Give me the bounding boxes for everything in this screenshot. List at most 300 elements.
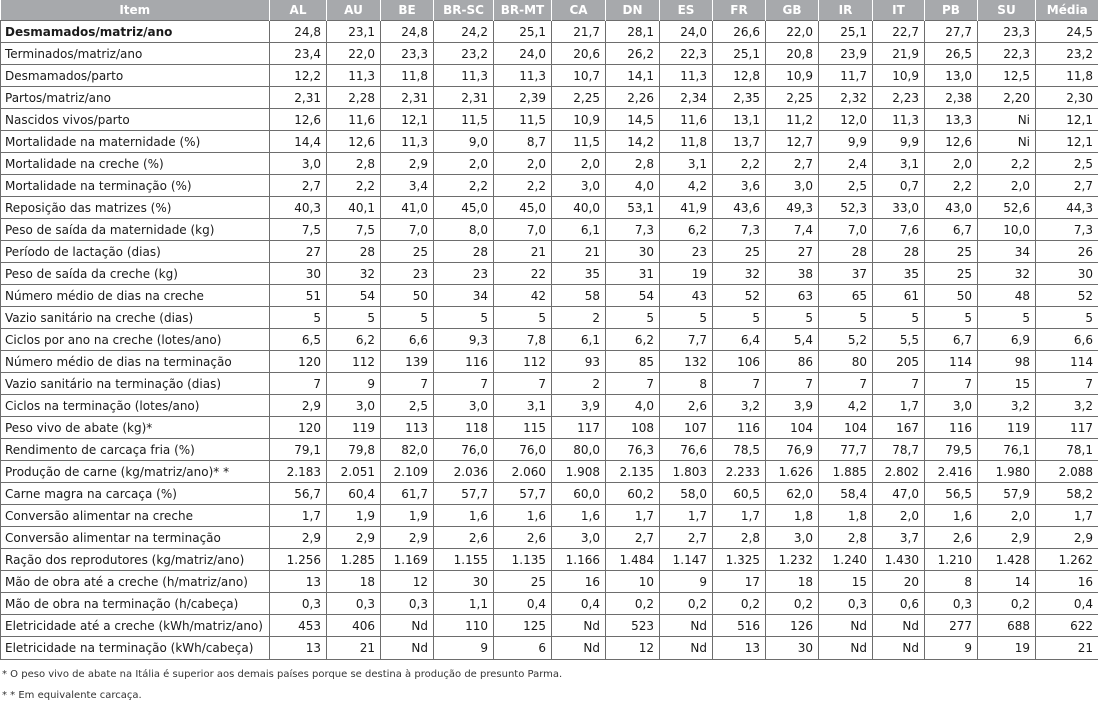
table-cell: 24,8: [270, 21, 327, 43]
table-cell: 125: [494, 615, 552, 637]
table-cell: 11,5: [434, 109, 494, 131]
table-cell: 76,9: [766, 439, 819, 461]
table-cell: 1,6: [434, 505, 494, 527]
table-cell: 79,5: [925, 439, 978, 461]
table-cell: 2,7: [660, 527, 713, 549]
table-cell: 30: [766, 637, 819, 660]
table-cell: 4,0: [606, 175, 660, 197]
table-cell: 2,30: [1036, 87, 1098, 109]
row-label: Produção de carne (kg/matriz/ano)* *: [1, 461, 270, 483]
table-cell: 5: [494, 307, 552, 329]
table-cell: 1,7: [660, 505, 713, 527]
table-cell: 3,9: [766, 395, 819, 417]
table-cell: 9,3: [434, 329, 494, 351]
table-cell: 0,2: [713, 593, 766, 615]
table-cell: 2,4: [819, 153, 873, 175]
row-label: Desmamados/parto: [1, 65, 270, 87]
table-cell: 79,8: [327, 439, 381, 461]
table-cell: Nd: [660, 615, 713, 637]
table-cell: 5,5: [873, 329, 925, 351]
table-cell: 28: [819, 241, 873, 263]
table-cell: 8,0: [434, 219, 494, 241]
table-cell: 76,3: [606, 439, 660, 461]
footnote-2: * * Em equivalente carcaça.: [2, 689, 1098, 702]
table-cell: 2,6: [434, 527, 494, 549]
table-cell: 50: [925, 285, 978, 307]
table-cell: Ni: [978, 109, 1036, 131]
table-cell: Nd: [381, 637, 434, 660]
table-cell: 1.166: [552, 549, 606, 571]
table-cell: 1.980: [978, 461, 1036, 483]
column-header: BR-SC: [434, 0, 494, 21]
table-row: [1, 131, 1098, 153]
table-cell: 20,8: [766, 43, 819, 65]
table-cell: 2,31: [434, 87, 494, 109]
table-cell: 7: [713, 373, 766, 395]
row-label: Ração dos reprodutores (kg/matriz/ano): [1, 549, 270, 571]
table-cell: 13,7: [713, 131, 766, 153]
table-cell: 23: [660, 241, 713, 263]
table-cell: 43: [660, 285, 713, 307]
row-label: Desmamados/matriz/ano: [1, 21, 270, 43]
row-label: Mão de obra na terminação (h/cabeça): [1, 593, 270, 615]
table-row: [1, 417, 1098, 439]
table-cell: 2: [552, 373, 606, 395]
row-label: Ciclos por ano na creche (lotes/ano): [1, 329, 270, 351]
table-cell: 51: [270, 285, 327, 307]
table-cell: Nd: [660, 637, 713, 660]
column-header: CA: [552, 0, 606, 21]
table-cell: 93: [552, 351, 606, 373]
table-cell: 7,3: [606, 219, 660, 241]
table-cell: 6,2: [660, 219, 713, 241]
table-cell: 12,6: [327, 131, 381, 153]
table-row: [1, 593, 1098, 615]
table-cell: 11,6: [327, 109, 381, 131]
table-cell: 40,1: [327, 197, 381, 219]
table-cell: 6,6: [1036, 329, 1098, 351]
table-cell: 2,8: [713, 527, 766, 549]
table-cell: 21: [327, 637, 381, 660]
table-cell: 21,9: [873, 43, 925, 65]
table-cell: 22,3: [978, 43, 1036, 65]
row-label: Vazio sanitário na creche (dias): [1, 307, 270, 329]
table-row: [1, 43, 1098, 65]
table-cell: 2.060: [494, 461, 552, 483]
table-cell: 56,5: [925, 483, 978, 505]
table-cell: 1,6: [494, 505, 552, 527]
table-cell: 523: [606, 615, 660, 637]
table-cell: 41,0: [381, 197, 434, 219]
table-row: [1, 527, 1098, 549]
table-cell: 120: [270, 417, 327, 439]
table-cell: 0,3: [381, 593, 434, 615]
table-cell: 11,5: [552, 131, 606, 153]
column-header: PB: [925, 0, 978, 21]
table-cell: 22: [494, 263, 552, 285]
table-cell: 0,3: [270, 593, 327, 615]
table-cell: 167: [873, 417, 925, 439]
table-cell: Nd: [552, 615, 606, 637]
table-cell: 1,6: [552, 505, 606, 527]
table-cell: 2.416: [925, 461, 978, 483]
table-cell: 12,5: [978, 65, 1036, 87]
table-cell: 35: [552, 263, 606, 285]
table-cell: 16: [1036, 571, 1098, 593]
table-cell: 32: [713, 263, 766, 285]
table-cell: Nd: [381, 615, 434, 637]
table-cell: 2,0: [494, 153, 552, 175]
row-label: Conversão alimentar na creche: [1, 505, 270, 527]
table-cell: 112: [327, 351, 381, 373]
table-cell: 38: [766, 263, 819, 285]
table-cell: 14: [978, 571, 1036, 593]
table-cell: 24,0: [494, 43, 552, 65]
table-cell: 6,2: [327, 329, 381, 351]
table-cell: 2,0: [925, 153, 978, 175]
table-cell: 10: [606, 571, 660, 593]
table-cell: 2,28: [327, 87, 381, 109]
table-cell: 0,2: [660, 593, 713, 615]
table-cell: 126: [766, 615, 819, 637]
table-cell: 3,1: [873, 153, 925, 175]
table-cell: 21: [552, 241, 606, 263]
table-cell: 11,3: [660, 65, 713, 87]
table-cell: 114: [1036, 351, 1098, 373]
table-cell: 0,3: [925, 593, 978, 615]
table-cell: 139: [381, 351, 434, 373]
table-cell: 42: [494, 285, 552, 307]
table-cell: 0,7: [873, 175, 925, 197]
table-cell: 14,2: [606, 131, 660, 153]
table-cell: 53,1: [606, 197, 660, 219]
table-cell: 32: [327, 263, 381, 285]
table-cell: 23,2: [1036, 43, 1098, 65]
table-cell: 4,2: [819, 395, 873, 417]
table-cell: 9: [434, 637, 494, 660]
table-cell: 1,8: [819, 505, 873, 527]
column-header: BE: [381, 0, 434, 21]
table-cell: 22,0: [766, 21, 819, 43]
table-cell: 25: [925, 263, 978, 285]
table-cell: 22,3: [660, 43, 713, 65]
table-cell: 1,7: [606, 505, 660, 527]
table-cell: 2.183: [270, 461, 327, 483]
table-cell: 7: [381, 373, 434, 395]
table-cell: 2,26: [606, 87, 660, 109]
table-cell: 2.802: [873, 461, 925, 483]
table-cell: 2,8: [606, 153, 660, 175]
table-cell: 58,0: [660, 483, 713, 505]
table-cell: 2,32: [819, 87, 873, 109]
table-cell: 2,9: [270, 527, 327, 549]
table-cell: 26,6: [713, 21, 766, 43]
table-cell: 7,3: [1036, 219, 1098, 241]
table-cell: 117: [552, 417, 606, 439]
table-row: [1, 505, 1098, 527]
table-cell: 52,3: [819, 197, 873, 219]
table-cell: 22,0: [327, 43, 381, 65]
table-cell: 1.325: [713, 549, 766, 571]
row-label: Eletricidade até a creche (kWh/matriz/ano): [1, 615, 270, 637]
table-cell: 2,2: [434, 175, 494, 197]
table-cell: 12,6: [270, 109, 327, 131]
table-cell: 2,7: [606, 527, 660, 549]
table-cell: 1,9: [327, 505, 381, 527]
table-cell: 12,1: [1036, 131, 1098, 153]
table-cell: 47,0: [873, 483, 925, 505]
table-cell: 5: [766, 307, 819, 329]
table-cell: 35: [873, 263, 925, 285]
table-cell: 104: [766, 417, 819, 439]
table-cell: 2,39: [494, 87, 552, 109]
table-cell: 7: [925, 373, 978, 395]
table-cell: 5: [819, 307, 873, 329]
table-cell: 25,1: [819, 21, 873, 43]
table-cell: 116: [713, 417, 766, 439]
table-cell: 9,9: [873, 131, 925, 153]
row-label: Mão de obra até a creche (h/matriz/ano): [1, 571, 270, 593]
table-cell: 1,8: [766, 505, 819, 527]
table-cell: 25: [381, 241, 434, 263]
table-cell: 27,7: [925, 21, 978, 43]
table-cell: 9: [327, 373, 381, 395]
table-cell: 3,0: [434, 395, 494, 417]
table-cell: 12: [381, 571, 434, 593]
column-header: AL: [270, 0, 327, 21]
table-cell: 12,1: [381, 109, 434, 131]
table-cell: 2,9: [381, 527, 434, 549]
table-cell: 7,3: [713, 219, 766, 241]
table-cell: 406: [327, 615, 381, 637]
table-cell: 7: [766, 373, 819, 395]
table-cell: 6,7: [925, 219, 978, 241]
table-cell: 11,8: [381, 65, 434, 87]
table-cell: 3,0: [925, 395, 978, 417]
table-cell: 9: [660, 571, 713, 593]
table-cell: 21: [494, 241, 552, 263]
table-cell: 1,9: [381, 505, 434, 527]
table-cell: 9,9: [819, 131, 873, 153]
table-cell: 25,1: [713, 43, 766, 65]
table-cell: 3,0: [327, 395, 381, 417]
table-cell: 3,1: [494, 395, 552, 417]
table-cell: 13: [713, 637, 766, 660]
table-cell: 2,0: [434, 153, 494, 175]
row-label: Número médio de dias na terminação: [1, 351, 270, 373]
table-cell: 13,0: [925, 65, 978, 87]
table-cell: 11,3: [494, 65, 552, 87]
table-cell: 3,9: [552, 395, 606, 417]
table-cell: 6: [494, 637, 552, 660]
row-label: Peso de saída da maternidade (kg): [1, 219, 270, 241]
table-cell: 13: [270, 571, 327, 593]
table-cell: 6,7: [925, 329, 978, 351]
table-cell: 14,5: [606, 109, 660, 131]
table-cell: 62,0: [766, 483, 819, 505]
table-cell: 2,0: [552, 153, 606, 175]
table-row: [1, 21, 1098, 43]
table-cell: 0,2: [978, 593, 1036, 615]
table-header: [1, 0, 1098, 21]
table-cell: 1.169: [381, 549, 434, 571]
table-cell: 28: [873, 241, 925, 263]
table-cell: 11,3: [381, 131, 434, 153]
table-cell: 23,9: [819, 43, 873, 65]
table-cell: 23,1: [327, 21, 381, 43]
table-cell: 27: [270, 241, 327, 263]
table-cell: 0,2: [606, 593, 660, 615]
table-cell: 30: [1036, 263, 1098, 285]
table-cell: 8: [660, 373, 713, 395]
table-cell: 52: [713, 285, 766, 307]
table-cell: 1.428: [978, 549, 1036, 571]
table-cell: 45,0: [494, 197, 552, 219]
table-cell: 8,7: [494, 131, 552, 153]
table-cell: 1.256: [270, 549, 327, 571]
table-cell: 6,9: [978, 329, 1036, 351]
table-cell: 60,4: [327, 483, 381, 505]
table-cell: 112: [494, 351, 552, 373]
table-cell: 2,9: [270, 395, 327, 417]
table-cell: 1,6: [925, 505, 978, 527]
table-cell: 78,7: [873, 439, 925, 461]
row-label: Mortalidade na creche (%): [1, 153, 270, 175]
table-cell: 0,4: [494, 593, 552, 615]
column-header: Média: [1036, 0, 1098, 21]
table-cell: 10,7: [552, 65, 606, 87]
table-cell: 23,4: [270, 43, 327, 65]
column-header: DN: [606, 0, 660, 21]
table-row: [1, 175, 1098, 197]
table-cell: 26,2: [606, 43, 660, 65]
table-cell: 3,7: [873, 527, 925, 549]
table-cell: 48: [978, 285, 1036, 307]
table-cell: 3,4: [381, 175, 434, 197]
row-label: Mortalidade na maternidade (%): [1, 131, 270, 153]
table-cell: 54: [327, 285, 381, 307]
table-cell: 26,5: [925, 43, 978, 65]
table-cell: 16: [552, 571, 606, 593]
table-cell: 2.036: [434, 461, 494, 483]
table-row: [1, 461, 1098, 483]
table-cell: 6,2: [606, 329, 660, 351]
table-cell: 30: [434, 571, 494, 593]
column-header: IR: [819, 0, 873, 21]
table-cell: 2,0: [873, 505, 925, 527]
table-cell: 5: [434, 307, 494, 329]
table-cell: 5: [660, 307, 713, 329]
table-cell: 1.210: [925, 549, 978, 571]
table-cell: 86: [766, 351, 819, 373]
table-cell: 6,1: [552, 219, 606, 241]
table-cell: 57,7: [494, 483, 552, 505]
table-cell: 24,0: [660, 21, 713, 43]
table-cell: 25: [925, 241, 978, 263]
table-cell: 5: [1036, 307, 1098, 329]
table-row: [1, 483, 1098, 505]
table-cell: 25,1: [494, 21, 552, 43]
table-cell: 80: [819, 351, 873, 373]
table-cell: 80,0: [552, 439, 606, 461]
table-cell: 2,6: [494, 527, 552, 549]
table-cell: 49,3: [766, 197, 819, 219]
table-cell: 3,0: [766, 175, 819, 197]
table-cell: 24,5: [1036, 21, 1098, 43]
table-row: [1, 65, 1098, 87]
table-cell: 12,2: [270, 65, 327, 87]
table-cell: 20,6: [552, 43, 606, 65]
table-cell: 78,1: [1036, 439, 1098, 461]
column-header: GB: [766, 0, 819, 21]
table-cell: 22,7: [873, 21, 925, 43]
table-cell: 2,2: [327, 175, 381, 197]
table-cell: 106: [713, 351, 766, 373]
table-cell: 33,0: [873, 197, 925, 219]
table-cell: 2,5: [1036, 153, 1098, 175]
table-cell: 516: [713, 615, 766, 637]
table-cell: 17: [713, 571, 766, 593]
table-row: [1, 549, 1098, 571]
table-cell: 2,5: [819, 175, 873, 197]
table-cell: 11,8: [1036, 65, 1098, 87]
table-cell: 277: [925, 615, 978, 637]
footnote-1: * O peso vivo de abate na Itália é superior aos demais países porque se destina à produção de presunto Parma.: [2, 668, 1098, 681]
table-cell: 2,2: [713, 153, 766, 175]
table-cell: 116: [434, 351, 494, 373]
table-cell: 2,0: [978, 505, 1036, 527]
table-cell: 2,6: [925, 527, 978, 549]
table-cell: 107: [660, 417, 713, 439]
table-cell: 2,2: [978, 153, 1036, 175]
table-cell: 3,6: [713, 175, 766, 197]
table-cell: 85: [606, 351, 660, 373]
table-cell: 2,7: [1036, 175, 1098, 197]
table-cell: 10,9: [766, 65, 819, 87]
table-cell: 2,9: [1036, 527, 1098, 549]
table-cell: 30: [270, 263, 327, 285]
table-cell: 3,1: [660, 153, 713, 175]
column-header: ES: [660, 0, 713, 21]
table-cell: 78,5: [713, 439, 766, 461]
table-row: [1, 637, 1098, 660]
table-cell: 44,3: [1036, 197, 1098, 219]
table-cell: 7,5: [327, 219, 381, 241]
table-cell: 19: [660, 263, 713, 285]
table-cell: 453: [270, 615, 327, 637]
table-row: [1, 153, 1098, 175]
table-cell: 2.233: [713, 461, 766, 483]
table-cell: 9: [925, 637, 978, 660]
table-cell: 54: [606, 285, 660, 307]
table-cell: 110: [434, 615, 494, 637]
table-cell: 7,6: [873, 219, 925, 241]
table-cell: 2: [552, 307, 606, 329]
row-label: Eletricidade na terminação (kWh/cabeça): [1, 637, 270, 660]
table-cell: 23: [381, 263, 434, 285]
table-cell: 0,4: [1036, 593, 1098, 615]
column-header: BR-MT: [494, 0, 552, 21]
table-cell: 34: [434, 285, 494, 307]
table-cell: 2,9: [978, 527, 1036, 549]
table-cell: 63: [766, 285, 819, 307]
table-cell: 52: [1036, 285, 1098, 307]
table-cell: 11,7: [819, 65, 873, 87]
table-cell: 11,3: [327, 65, 381, 87]
table-cell: 2,6: [660, 395, 713, 417]
table-cell: 6,5: [270, 329, 327, 351]
table-cell: 98: [978, 351, 1036, 373]
